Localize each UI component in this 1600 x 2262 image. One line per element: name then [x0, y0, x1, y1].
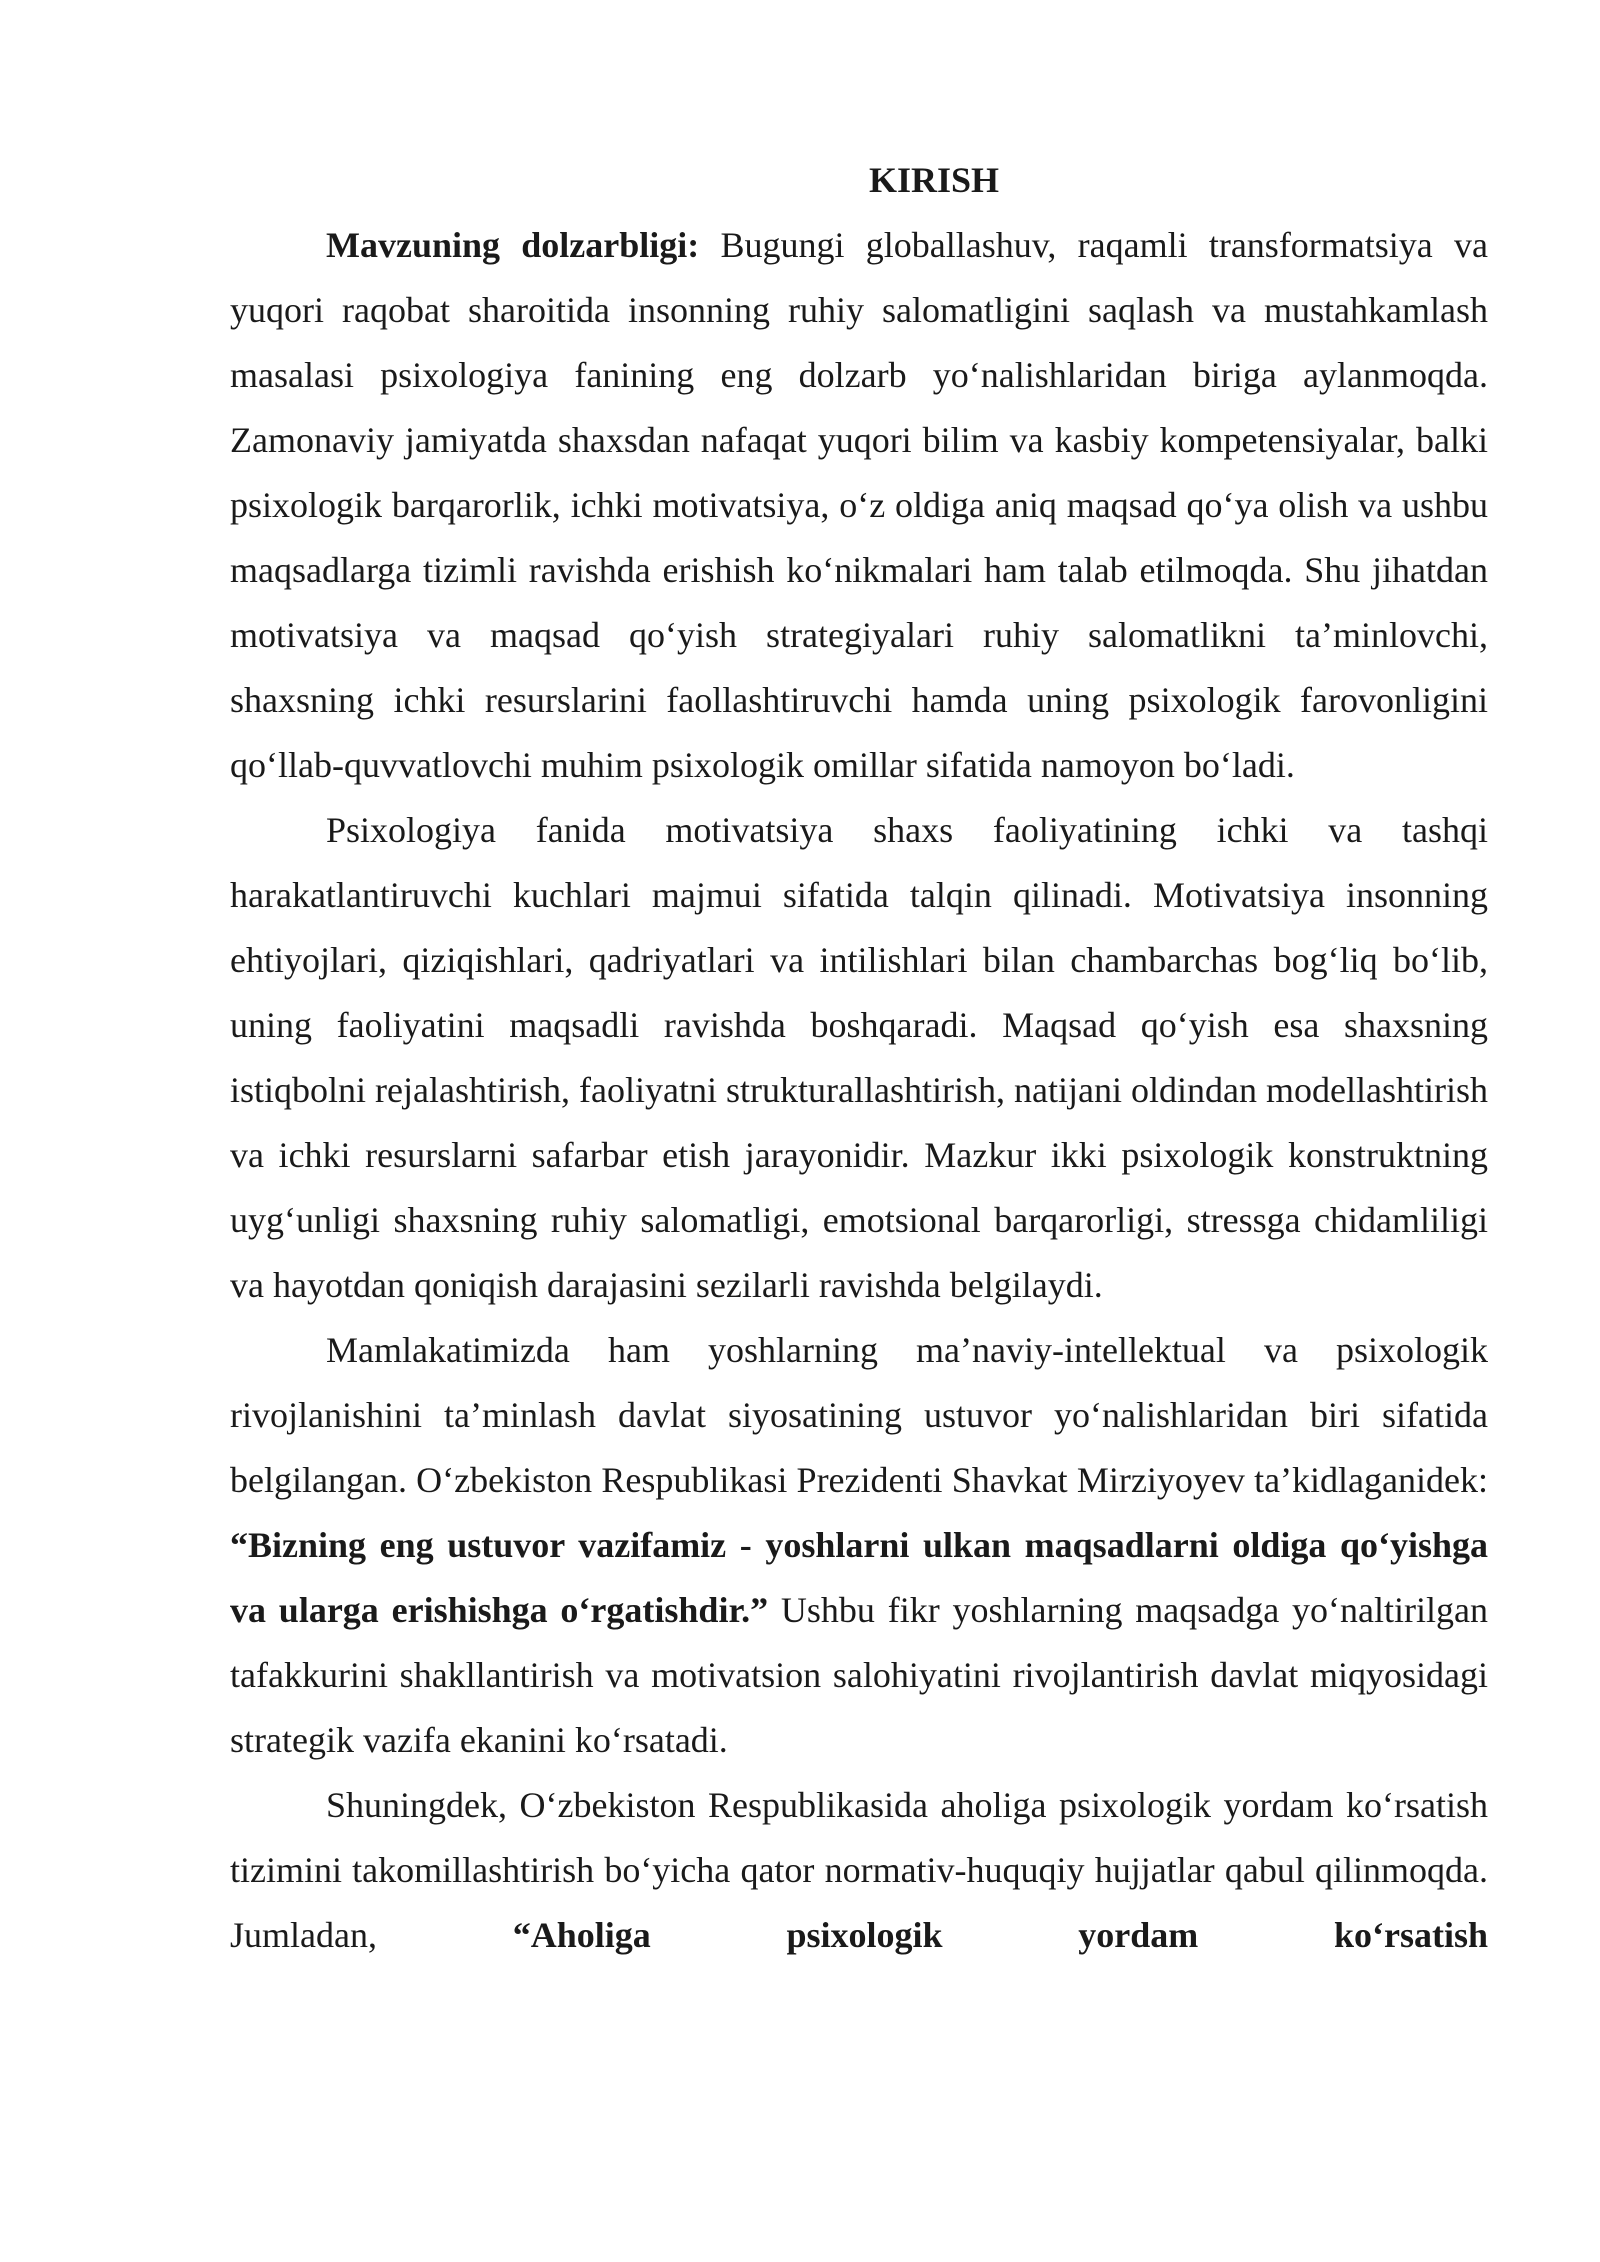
paragraph-state-policy — [230, 1318, 1488, 1773]
document-title-quote: “Aholiga psixologik yordam ko‘rsatish — [512, 1915, 1488, 1955]
paragraph-text: Ushbu fikr yoshlarning maqsadga yo‘naltirilgan tafakkurini shakllantirish va motivatsion salohiyatini rivojlantirish davlat miqyosidagi strategik vazifa ekanini ko‘rsatadi. — [230, 1590, 1488, 1760]
paragraph-text: Psixologiya fanida motivatsiya shaxs faoliyatining ichki va tashqi harakatlantiruvchi kuchlari majmui sifatida talqin qilinadi. Motivatsiya insonning ehtiyojlari, qiziqishlari, qadriyatlari va intilishlari bilan chambarchas bog‘liq bo‘lib, uning faoliyatini maqsadli ravishda boshqaradi. Maqsad qo‘yish esa shaxsning istiqbolni rejalashtirish, faoliyatni strukturallashtirish, natijani oldindan modellashtirish va ichki resurslarni safarbar etish jarayonidir. Mazkur ikki psixologik konstruktning uyg‘unligi shaxsning ruhiy salomatligi, emotsional barqarorligi, stressga chidamliligi va hayotdan qoniqish darajasini sezilarli ravishda belgilaydi. — [230, 810, 1488, 1305]
president-quote: “Bizning eng ustuvor vazifamiz - yoshlarni ulkan maqsadlarni oldiga qo‘yishga va ularga erishishga o‘rgatishdir.” — [230, 1525, 1488, 1630]
paragraph-motivation — [230, 798, 1488, 1318]
paragraph-text: Shuningdek, O‘zbekiston Respublikasida aholiga psixologik yordam ko‘rsatish tizimini takomillashtirish bo‘yicha qator normativ-huquqiy hujjatlar qabul qilinmoqda. Jumladan, — [230, 1785, 1488, 1955]
section-heading: KIRISH — [868, 160, 1000, 200]
paragraph-regulations — [230, 1773, 1488, 1968]
paragraph-text: Mamlakatimizda ham yoshlarning ma’naviy-intellektual va psixologik rivojlanishini ta’minlash davlat siyosatining ustuvor yo‘nalishlaridan biri sifatida belgilangan. O‘zbekiston Respublikasi Prezidenti Shavkat Mirziyoyev ta’kidlaganidek: — [230, 1330, 1488, 1500]
paragraph-relevance — [230, 213, 1488, 798]
document-body — [230, 148, 1488, 1968]
paragraph-text: Bugungi globallashuv, raqamli transformatsiya va yuqori raqobat sharoitida insonning ruhiy salomatligini saqlash va mustahkamlash masalasi psixologiya fanining eng dolzarb yo‘nalishlaridan biriga aylanmoqda. Zamonaviy jamiyatda shaxsdan nafaqat yuqori bilim va kasbiy kompetensiyalar, balki psixologik barqarorlik, ichki motivatsiya, o‘z oldiga aniq maqsad qo‘ya olish va ushbu maqsadlarga tizimli ravishda erishish ko‘nikmalari ham talab etilmoqda. Shu jihatdan motivatsiya va maqsad qo‘yish strategiyalari ruhiy salomatlikni ta’minlovchi, shaxsning ichki resurslarini faollashtiruvchi hamda uning psixologik farovonligini qo‘llab-quvvatlovchi muhim psixologik omillar sifatida namoyon bo‘ladi. — [230, 225, 1488, 785]
paragraph-lead-bold: Mavzuning dolzarbligi: — [326, 225, 700, 265]
